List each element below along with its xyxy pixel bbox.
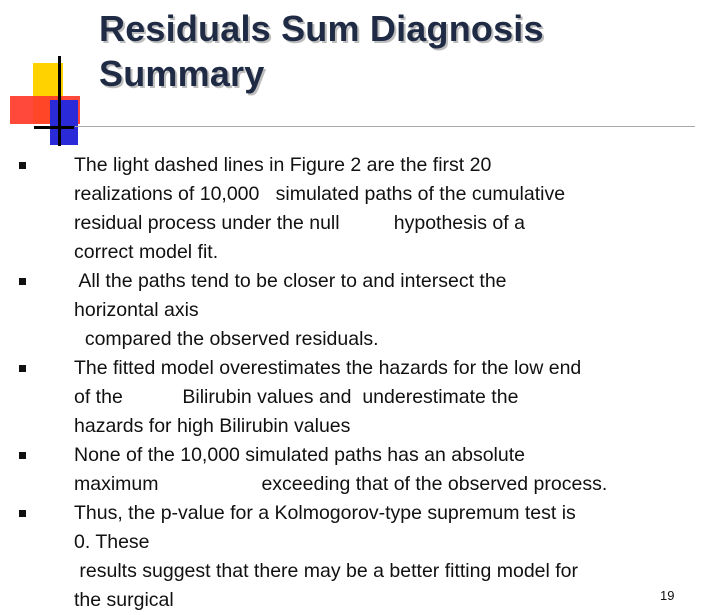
page-number: 19 xyxy=(660,588,675,603)
bullet-square-icon xyxy=(19,510,26,517)
slide-logo xyxy=(0,0,110,150)
bullet-item xyxy=(0,151,717,267)
bullet-line: the surgical xyxy=(74,589,174,611)
bullet-line: realizations of 10,000 simulated paths of the cumulative xyxy=(74,183,566,205)
bullet-list xyxy=(0,151,717,615)
slide-title-line: Residuals Sum Diagnosis xyxy=(99,8,544,49)
bullet-line: residual process under the null hypothesis of a xyxy=(74,212,525,234)
bullet-line: 0. These xyxy=(74,531,150,553)
bullet-line: of the Bilirubin values and underestimate the xyxy=(74,386,519,408)
bullet-line: hazards for high Bilirubin values xyxy=(74,415,351,437)
bullet-line: Thus, the p-value for a Kolmogorov-type supremum test is xyxy=(74,502,576,524)
logo-blue-square xyxy=(50,100,78,145)
bullet-line: None of the 10,000 simulated paths has an absolute xyxy=(74,444,525,466)
slide-title-line: Summary xyxy=(99,53,265,94)
bullet-square-icon xyxy=(19,452,26,459)
bullet-item xyxy=(0,267,717,354)
bullet-line: horizontal axis xyxy=(74,299,199,321)
bullet-square-icon xyxy=(19,278,26,285)
bullet-line: The light dashed lines in Figure 2 are the first 20 xyxy=(74,154,492,176)
logo-horizontal-line xyxy=(34,126,74,129)
bullet-square-icon xyxy=(19,162,26,169)
bullet-line: correct model fit. xyxy=(74,241,219,263)
bullet-line: The fitted model overestimates the hazards for the low end xyxy=(74,357,582,379)
bullet-item xyxy=(0,499,717,615)
slide-title xyxy=(99,6,544,96)
bullet-line: compared the observed residuals. xyxy=(74,328,379,350)
bullet-item xyxy=(0,441,717,499)
bullet-square-icon xyxy=(19,365,26,372)
bullet-line: All the paths tend to be closer to and intersect the xyxy=(74,270,507,292)
bullet-item xyxy=(0,354,717,441)
bullet-line: maximum exceeding that of the observed process. xyxy=(74,473,608,495)
bullet-line: results suggest that there may be a better fitting model for xyxy=(74,560,579,582)
title-divider xyxy=(75,126,695,127)
logo-vertical-line xyxy=(58,56,61,146)
